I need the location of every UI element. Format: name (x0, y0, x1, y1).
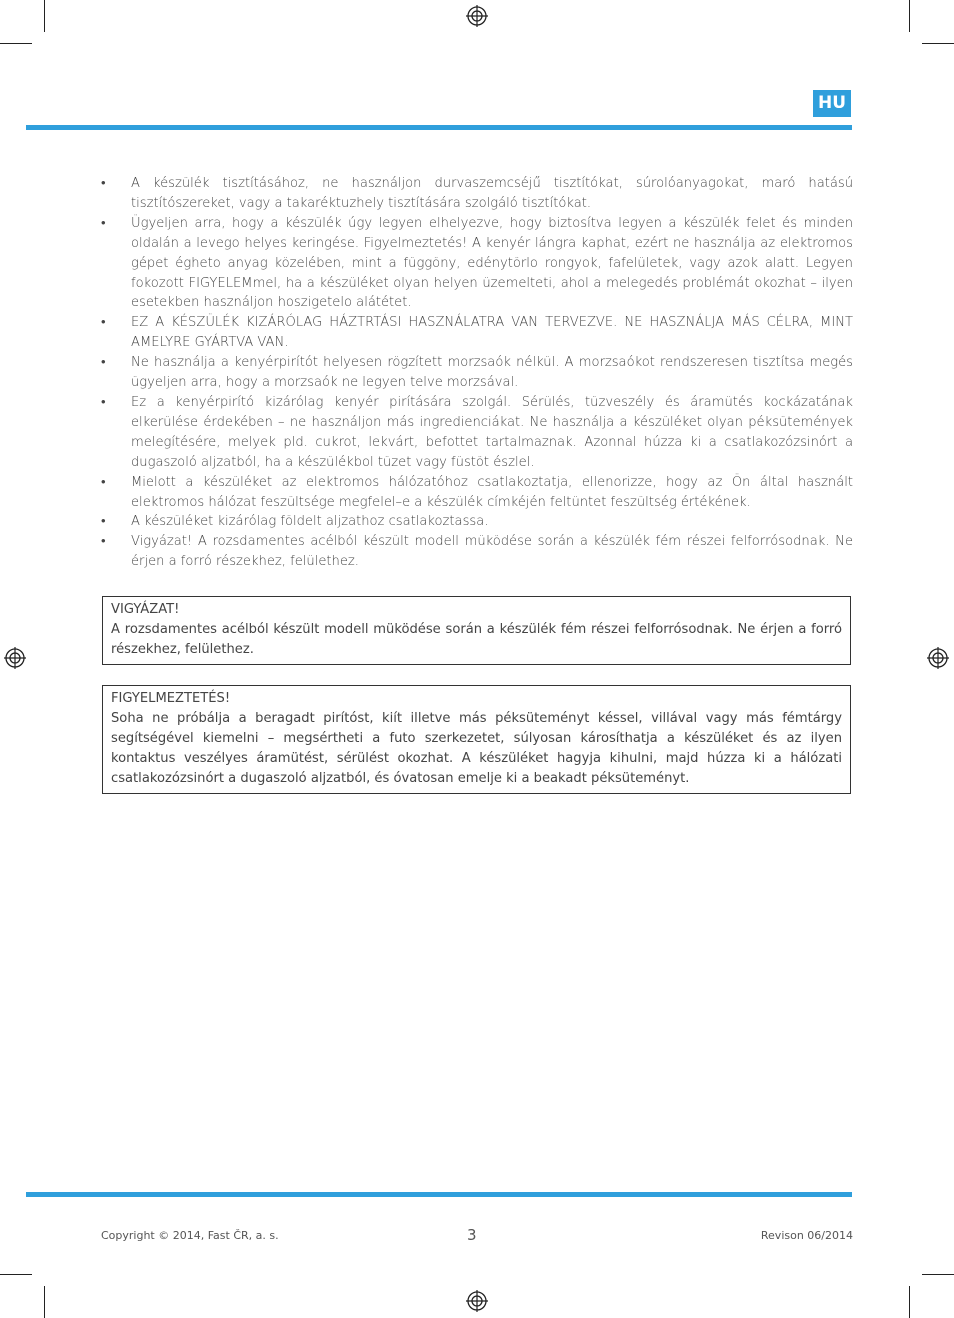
registration-mark-icon (4, 647, 26, 669)
caution-text: A rozsdamentes acélból készült modell müködése során a készülék fém részei felforrósodnak. Ne érjen a forró részekhez, felülethez. (111, 621, 842, 657)
bullet-marker: • (101, 176, 106, 191)
list-item (101, 512, 853, 532)
crop-mark-bottom-left-h (0, 1274, 32, 1275)
list-item-text: EZ A KÉSZÜLÉK KIZÁRÓLAG HÁZTRTÁSI HASZNÁLATRA VAN TERVEZVE. NE HASZNÁLJA MÁS CÉLRA, MINT AMELYRE GYÁRTVA VAN. (131, 315, 853, 351)
registration-mark-icon (466, 5, 488, 27)
list-item-text: Ez a kenyérpirító kizárólag kenyér pirítására szolgál. Sérülés, tüzveszély és áramütés kockázatának elkerülése érdekében – ne használjon más ingredienciákat. Ne használja a készüléket olyan péksütemények melegítésére, melyek pld. cukrot, lekvárt, befottet tartalmaznak. Azonnal húzza ki a csatlakozózsinórt a dugaszoló aljzatból, ha a készülékbol tüzet vagy füstöt észlel. (131, 394, 853, 470)
list-item (101, 473, 853, 513)
list-item-text: Ügyeljen arra, hogy a készülék úgy legyen elhelyezve, hogy biztosítva legyen a készülék felet és minden oldalán a levego helyes keringése. Figyelmeztetés! A kenyér lángra kaphat, ezért ne használja az elektromos gépet égheto anyag közelében, mint a függöny, edénytörlo rongyok, fafelületek, vagy azok alatt. Legyen fokozott FIGYELEMmel, ha a készüléket olyan helyen üzemelteti, ahol a melegedés problémát okozhat – ilyen esetekben használjon hoszigetelo alátétet. (131, 215, 853, 311)
crop-mark-bottom-right-v (909, 1286, 910, 1318)
warning-text: Soha ne próbálja a beragadt pirítóst, kiít illetve más péksüteményt késsel, villával vagy más fémtárgy segítségével kiemelni – megsértheti a futo szerkezetet, súlyosan károsíthatja a készüléket és az ilyen kontaktus veszélyes áramütést, sérülést okozhat. A készüléket hagyja kihulni, majd húzza ki a hálózati csatlakozózsinórt a dugaszoló aljzatból, és óvatosan emelje ki a beakadt péksüteményt. (111, 710, 842, 786)
bullet-marker: • (101, 514, 106, 530)
crop-mark-top-left-v (44, 0, 45, 32)
registration-mark-icon (466, 1290, 488, 1312)
list-item (101, 353, 853, 393)
crop-mark-top-left-h (0, 43, 32, 44)
caution-box (102, 596, 851, 665)
list-item (101, 313, 853, 353)
list-item-text: Mielott a készüléket az elektromos hálózatóhoz csatlakoztatja, ellenorizze, hogy az Ön által használt elektromos hálózat feszültsége megfelel–e a készülék címkéjén feltüntet feszültség értékének. (131, 474, 853, 510)
bullet-marker: • (101, 534, 106, 550)
copyright-text: Copyright © 2014, Fast ČR, a. s. (101, 1229, 279, 1242)
list-item (101, 393, 853, 473)
bullet-marker: • (101, 474, 106, 490)
bullet-marker: • (101, 355, 106, 371)
crop-mark-bottom-left-v (44, 1286, 45, 1318)
bullet-marker: • (101, 215, 106, 231)
crop-mark-bottom-right-h (922, 1274, 954, 1275)
list-item (101, 214, 853, 314)
language-badge: HU (813, 90, 851, 117)
list-item-text: A készüléket kizárólag földelt aljzathoz csatlakoztassa. (131, 514, 489, 530)
warning-box (102, 685, 851, 794)
bullet-marker: • (101, 394, 106, 410)
bullet-marker: • (101, 315, 106, 331)
caution-title: VIGYÁZAT! (111, 602, 180, 617)
warning-title: FIGYELMEZTETÉS! (111, 691, 231, 706)
list-item (101, 532, 853, 572)
crop-mark-top-right-v (909, 0, 910, 32)
crop-mark-top-right-h (922, 43, 954, 44)
safety-bullet-list (101, 174, 853, 572)
list-item-text: Vigyázat! A rozsdamentes acélból készült modell müködése során a készülék fém részei felforrósodnak. Ne érjen a forró részekhez, felülethez. (131, 534, 853, 570)
registration-mark-icon (927, 647, 949, 669)
revision-text: Revison 06/2014 (760, 1229, 853, 1242)
list-item-text: Ne használja a kenyérpirítót helyesen rögzített morzsaók nélkül. A morzsaókot rendszeresen tisztítsa megés ügyeljen arra, hogy a morzsaók ne legyen telve morzsával. (131, 355, 853, 391)
page-number: 3 (467, 1226, 477, 1244)
list-item (101, 174, 853, 214)
footer-rule (26, 1192, 852, 1197)
header-rule (26, 125, 852, 130)
list-item-text: A készülék tisztításához, ne használjon durvaszemcséjű tisztítókat, súrolóanyagokat, maró hatású tisztítószereket, vagy a takaréktuzhely tisztítására szolgáló tisztítókat. (131, 176, 853, 211)
